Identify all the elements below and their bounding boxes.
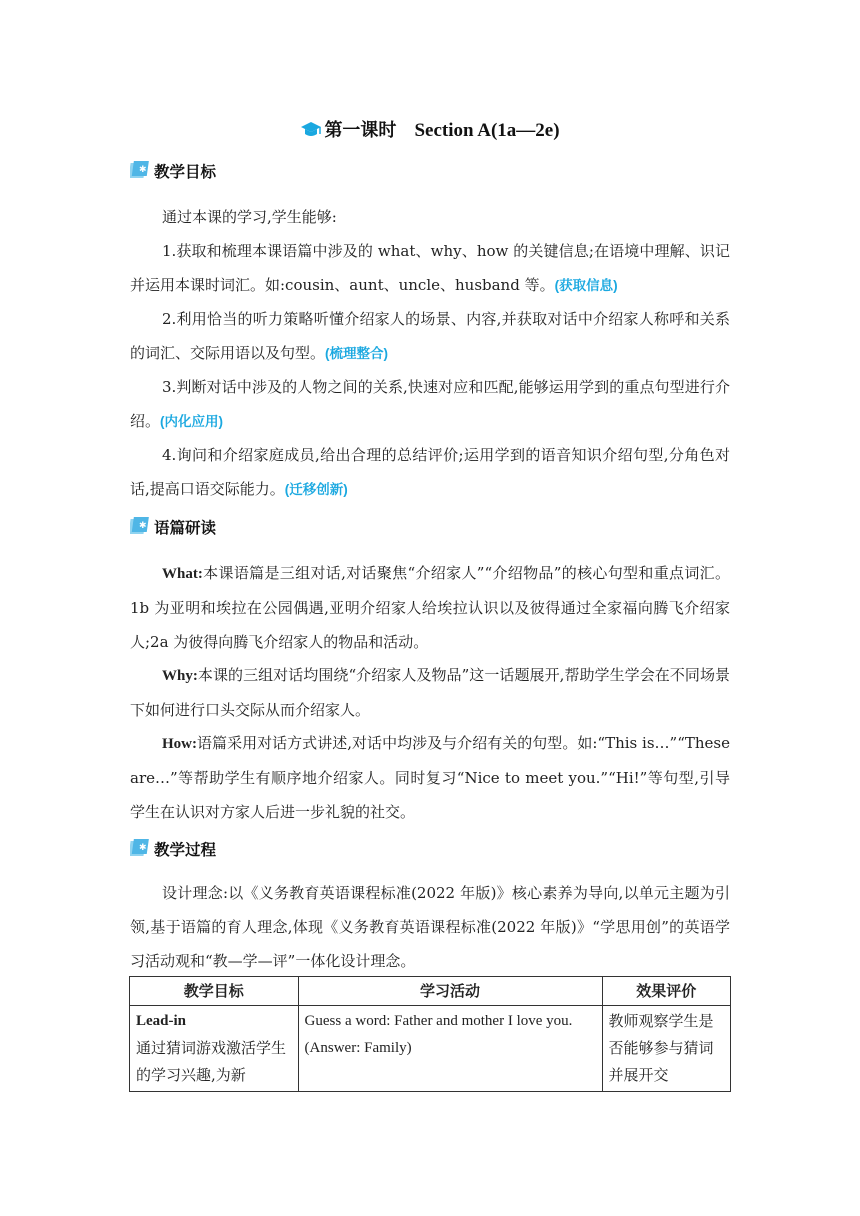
why-text: 本课的三组对话均围绕“介绍家人及物品”这一话题展开,帮助学生学会在不同场景下如何进行口头交际从而介绍家人。 — [130, 666, 730, 719]
goal-item-tag: (梳理整合) — [325, 346, 389, 361]
book-badge-icon — [130, 838, 152, 862]
section-heading-text: 语篇研读 — [154, 518, 217, 537]
design-concept: 设计理念:以《义务教育英语课程标准(2022 年版)》核心素养为导向,以单元主题为引领,基于语篇的育人理念,体现《义务教育英语课程标准(2022 年版)》“学思用创”的英语学习活动观和“教—学—评”一体化设计理念。 — [130, 884, 730, 970]
book-badge-icon — [130, 160, 152, 184]
table-cell-evaluation: 教师观察学生是否能够参与猜词并展开交 — [602, 1006, 730, 1092]
goal-item-1 — [130, 234, 730, 303]
section-label: Section A(1a—2e) — [414, 120, 560, 141]
lead-in-title: Lead-in — [136, 1013, 187, 1029]
svg-text:✱: ✱ — [139, 165, 147, 175]
table-cell-goal — [130, 1006, 299, 1092]
svg-text:✱: ✱ — [139, 521, 147, 531]
why-label: Why: — [162, 668, 198, 684]
lead-in-goal: 通过猜词游戏激活学生的学习兴趣,为新 — [136, 1039, 287, 1084]
section-heading-process — [130, 838, 216, 862]
analysis-why — [130, 658, 730, 727]
goal-item-tag: (内化应用) — [160, 414, 224, 429]
table-header: 教学目标 — [130, 977, 299, 1006]
what-label: What: — [162, 566, 203, 582]
how-label: How: — [162, 736, 197, 752]
table-header: 效果评价 — [602, 977, 730, 1006]
teaching-process-table — [129, 976, 731, 1092]
svg-text:✱: ✱ — [139, 843, 147, 853]
section-heading-text: 教学目标 — [154, 162, 217, 181]
goal-item-tag: (迁移创新) — [284, 482, 348, 497]
book-badge-icon — [130, 516, 152, 540]
goal-item-tag: (获取信息) — [554, 278, 618, 293]
goal-item-4 — [130, 438, 730, 507]
goal-item-text: 3.判断对话中涉及的人物之间的关系,快速对应和匹配,能够运用学到的重点句型进行介绍。 — [130, 378, 730, 430]
table-header-row — [130, 977, 731, 1006]
table-header: 学习活动 — [298, 977, 602, 1006]
goal-item-text: 2.利用恰当的听力策略听懂介绍家人的场景、内容,并获取对话中介绍家人称呼和关系的词汇、交际用语以及句型。 — [130, 310, 730, 362]
analysis-how — [130, 726, 730, 829]
goal-item-text: 4.询问和介绍家庭成员,给出合理的总结评价;运用学到的语音知识介绍句型,分角色对话,提高口语交际能力。 — [130, 446, 730, 498]
graduation-cap-icon — [300, 121, 322, 144]
how-text: 语篇采用对话方式讲述,对话中均涉及与介绍有关的句型。如:“This is…”“These are…”等帮助学生有顺序地介绍家人。同时复习“Nice to meet you.”“Hi!”等句型,引导学生在认识对方家人后进一步礼貌的社交。 — [130, 734, 730, 821]
activity-text: Guess a word: Father and mother I love you. — [304, 1013, 573, 1029]
goal-item-text: 1.获取和梳理本课语篇中涉及的 what、why、how 的关键信息;在语境中理解、识记并运用本课时词汇。如:cousin、aunt、uncle、husband 等。 — [130, 242, 730, 294]
lesson-title — [0, 116, 860, 144]
goal-item-3 — [130, 370, 730, 439]
section-heading-goals — [130, 160, 216, 184]
table-row — [130, 1006, 731, 1092]
section-heading-text: 教学过程 — [154, 840, 217, 859]
activity-answer: (Answer: Family) — [304, 1040, 412, 1056]
analysis-what — [130, 556, 730, 659]
lesson-label: 第一课时 — [324, 120, 397, 141]
goal-item-2 — [130, 302, 730, 371]
section-heading-analysis — [130, 516, 216, 540]
what-text: 本课语篇是三组对话,对话聚焦“介绍家人”“介绍物品”的核心句型和重点词汇。1b 为亚明和埃拉在公园偶遇,亚明介绍家人给埃拉认识以及彼得通过全家福向腾飞介绍家人;2a 为彼得向腾飞介绍家人的物品和活动。 — [130, 564, 730, 651]
table-cell-activity — [298, 1006, 602, 1092]
goals-intro: 通过本课的学习,学生能够: — [162, 208, 337, 226]
